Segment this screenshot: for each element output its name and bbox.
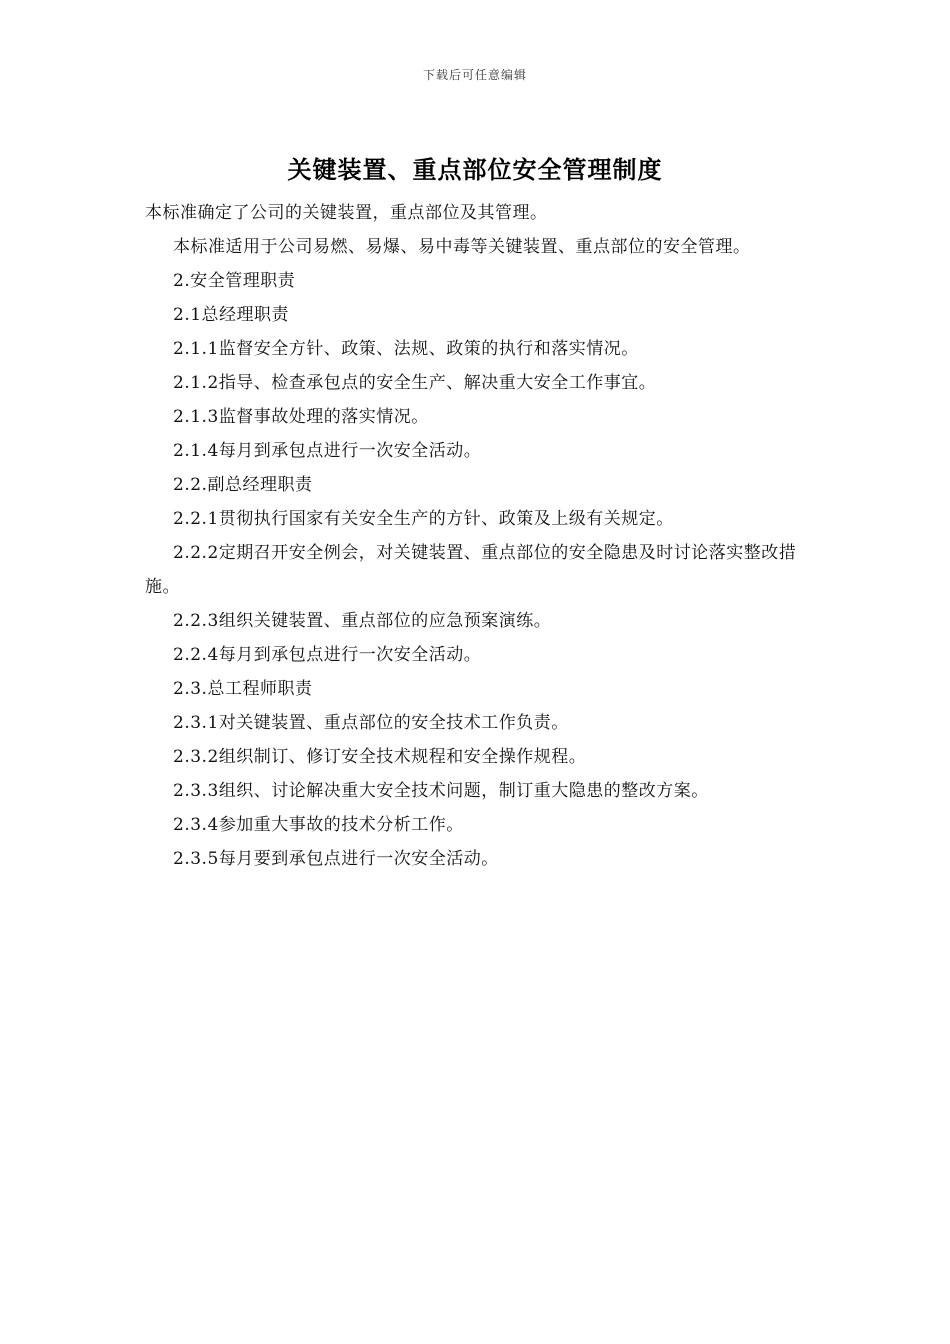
paragraph: 本标准适用于公司易燃、易爆、易中毒等关键装置、重点部位的安全管理。 bbox=[173, 237, 751, 257]
list-item: 2.1.2指导、检查承包点的安全生产、解决重大安全工作事宜。 bbox=[173, 373, 657, 393]
section-heading: 2.2.副总经理职责 bbox=[173, 475, 313, 495]
list-item: 2.1.3监督事故处理的落实情况。 bbox=[173, 407, 429, 427]
list-item: 2.2.1贯彻执行国家有关安全生产的方针、政策及上级有关规定。 bbox=[173, 509, 674, 529]
list-item: 2.3.2组织制订、修订安全技术规程和安全操作规程。 bbox=[173, 747, 587, 767]
list-item: 2.3.1对关键装置、重点部位的安全技术工作负责。 bbox=[173, 713, 569, 733]
list-item: 2.2.4每月到承包点进行一次安全活动。 bbox=[173, 645, 482, 665]
section-heading: 2.1总经理职责 bbox=[173, 305, 290, 325]
list-item: 2.1.1监督安全方针、政策、法规、政策的执行和落实情况。 bbox=[173, 339, 639, 359]
header-note: 下载后可任意编辑 bbox=[422, 68, 527, 82]
section-heading: 2.3.总工程师职责 bbox=[173, 679, 313, 699]
list-item: 2.3.4参加重大事故的技术分析工作。 bbox=[173, 815, 464, 835]
list-item: 2.1.4每月到承包点进行一次安全活动。 bbox=[173, 441, 482, 461]
list-item: 2.2.3组织关键装置、重点部位的应急预案演练。 bbox=[173, 611, 552, 631]
paragraph: 本标准确定了公司的关键装置，重点部位及其管理。 bbox=[145, 203, 548, 223]
section-heading: 2.安全管理职责 bbox=[173, 271, 296, 291]
document-body bbox=[145, 196, 815, 876]
list-item: 2.2.2定期召开安全例会，对关键装置、重点部位的安全隐患及时讨论落实整改措施。 bbox=[145, 543, 797, 597]
list-item: 2.3.5每月要到承包点进行一次安全活动。 bbox=[173, 849, 499, 869]
document-title: 关键装置、重点部位安全管理制度 bbox=[287, 156, 663, 184]
list-item: 2.3.3组织、讨论解决重大安全技术问题，制订重大隐患的整改方案。 bbox=[173, 781, 709, 801]
